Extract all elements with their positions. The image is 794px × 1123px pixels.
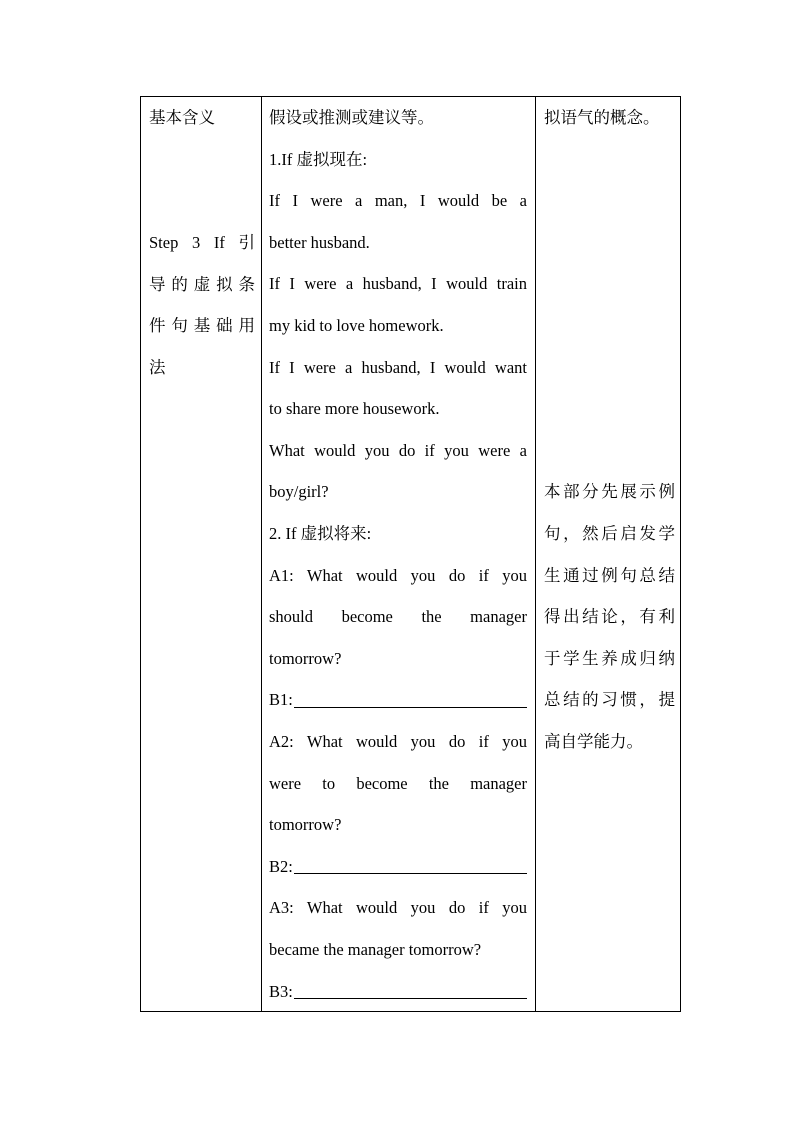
- note-line: 总结的习惯，提: [544, 690, 675, 710]
- answer-label: B2:: [269, 856, 293, 876]
- dialogue-line: A3: What would you do if you: [269, 898, 527, 918]
- answer-blank-b3: [269, 971, 527, 1013]
- example-sentence: If I were a husband, I would want: [269, 357, 527, 377]
- note-line: 拟语气的概念。: [544, 108, 660, 127]
- example-sentence: to share more housework.: [269, 399, 440, 419]
- cell-text: 基本含义: [149, 108, 215, 127]
- dialogue-line: A2: What would you do if you: [269, 732, 527, 751]
- column-divider: [261, 97, 262, 1011]
- lesson-table: [140, 96, 681, 1012]
- column-divider: [535, 97, 536, 1011]
- blank-underline: [294, 998, 527, 999]
- answer-blank-b1: [269, 679, 527, 721]
- dialogue-line: were to become the manager: [269, 773, 527, 793]
- dialogue-line: should become the manager: [269, 607, 527, 627]
- example-sentence: better husband.: [269, 232, 370, 252]
- blank-underline: [294, 707, 527, 708]
- section-heading: 2. If 虚拟将来:: [269, 524, 372, 543]
- step-title-line: 导的虚拟条: [149, 274, 255, 294]
- dialogue-line: tomorrow?: [269, 648, 342, 668]
- step-title-line: Step 3 If 引: [149, 233, 255, 252]
- dialogue-line: A1: What would you do if you: [269, 565, 527, 585]
- example-sentence: boy/girl?: [269, 482, 329, 502]
- step-title-line: 法: [149, 357, 166, 377]
- design-intent-cell: [544, 97, 675, 1011]
- example-sentence: my kid to love homework.: [269, 316, 444, 335]
- blank-underline: [294, 873, 527, 874]
- note-line: 于学生养成归纳: [544, 648, 675, 668]
- note-line: 高自学能力。: [544, 732, 643, 751]
- note-line: 本部分先展示例: [544, 482, 675, 502]
- dialogue-line: became the manager tomorrow?: [269, 940, 482, 959]
- note-line: 得出结论，有利: [544, 607, 675, 627]
- content-cell: [269, 97, 527, 1011]
- section-heading: 1.If 虚拟现在:: [269, 149, 368, 169]
- note-line: 生通过例句总结: [544, 565, 675, 585]
- answer-label: B1:: [269, 690, 293, 710]
- example-sentence: If I were a husband, I would train: [269, 274, 527, 294]
- step-title-line: 件句基础用: [149, 316, 255, 336]
- answer-blank-b2: [269, 846, 527, 888]
- step-cell: [149, 97, 255, 1011]
- note-line: 句，然后启发学: [544, 524, 675, 543]
- dialogue-line: tomorrow?: [269, 815, 342, 835]
- answer-label: B3:: [269, 981, 293, 1001]
- example-sentence: If I were a man, I would be a: [269, 191, 527, 211]
- content-line: 假设或推测或建议等。: [269, 108, 434, 127]
- example-sentence: What would you do if you were a: [269, 440, 527, 460]
